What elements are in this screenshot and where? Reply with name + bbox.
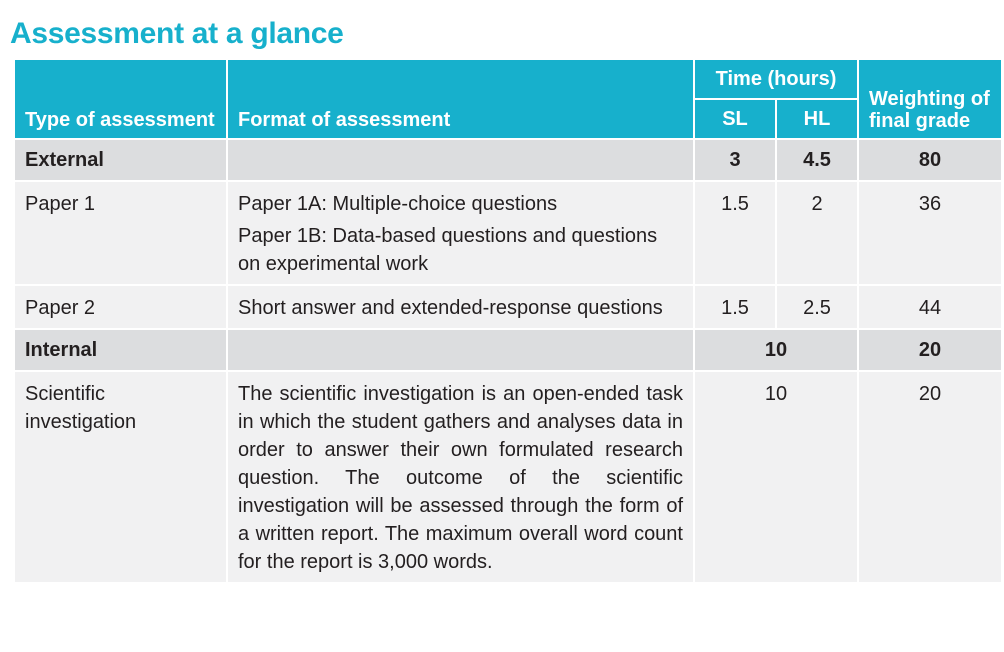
- row-sl: 1.5: [694, 181, 776, 285]
- section-time: 10: [694, 329, 858, 371]
- header-sl: SL: [694, 99, 776, 139]
- row-sl: 1.5: [694, 285, 776, 329]
- table-row-investigation: [14, 371, 1002, 583]
- table-row-paper2: [14, 285, 1002, 329]
- assessment-table: [13, 58, 1003, 584]
- row-weight: 44: [858, 285, 1002, 329]
- header-time: Time (hours): [694, 59, 858, 99]
- row-time: 10: [694, 371, 858, 583]
- header-hl: HL: [776, 99, 858, 139]
- section-hl: 4.5: [776, 139, 858, 181]
- row-type: Paper 1: [14, 181, 227, 285]
- section-row-external: [14, 139, 1002, 181]
- section-weight: 80: [858, 139, 1002, 181]
- row-type: Scientific investigation: [14, 371, 227, 583]
- section-format-empty: [227, 139, 694, 181]
- row-hl: 2: [776, 181, 858, 285]
- section-weight: 20: [858, 329, 1002, 371]
- section-label: Internal: [14, 329, 227, 371]
- header-type: Type of assessment: [14, 59, 227, 139]
- header-weighting: Weighting of final grade: [858, 59, 1002, 139]
- header-format: Format of assessment: [227, 59, 694, 139]
- section-format-empty: [227, 329, 694, 371]
- row-weight: 20: [858, 371, 1002, 583]
- row-weight: 36: [858, 181, 1002, 285]
- row-type: Paper 2: [14, 285, 227, 329]
- section-row-internal: [14, 329, 1002, 371]
- row-hl: 2.5: [776, 285, 858, 329]
- row-format: Short answer and extended-response questions: [227, 285, 694, 329]
- section-label: External: [14, 139, 227, 181]
- header-row: [14, 59, 1002, 99]
- row-format: The scientific investigation is an open-ended task in which the student gathers and analyses data in order to answer their own formulated research question. The outcome of the scientific investigation will be assessed through the form of a written report. The maximum overall word count for the report is 3,000 words.: [227, 371, 694, 583]
- format-paper-1b: Paper 1B: Data-based questions and questions on experimental work: [238, 225, 658, 275]
- page-title: Assessment at a glance: [10, 17, 344, 50]
- format-paper-1a: Paper 1A: Multiple-choice questions: [238, 193, 558, 215]
- table-row-paper1: [14, 181, 1002, 285]
- section-sl: 3: [694, 139, 776, 181]
- row-format: [227, 181, 694, 285]
